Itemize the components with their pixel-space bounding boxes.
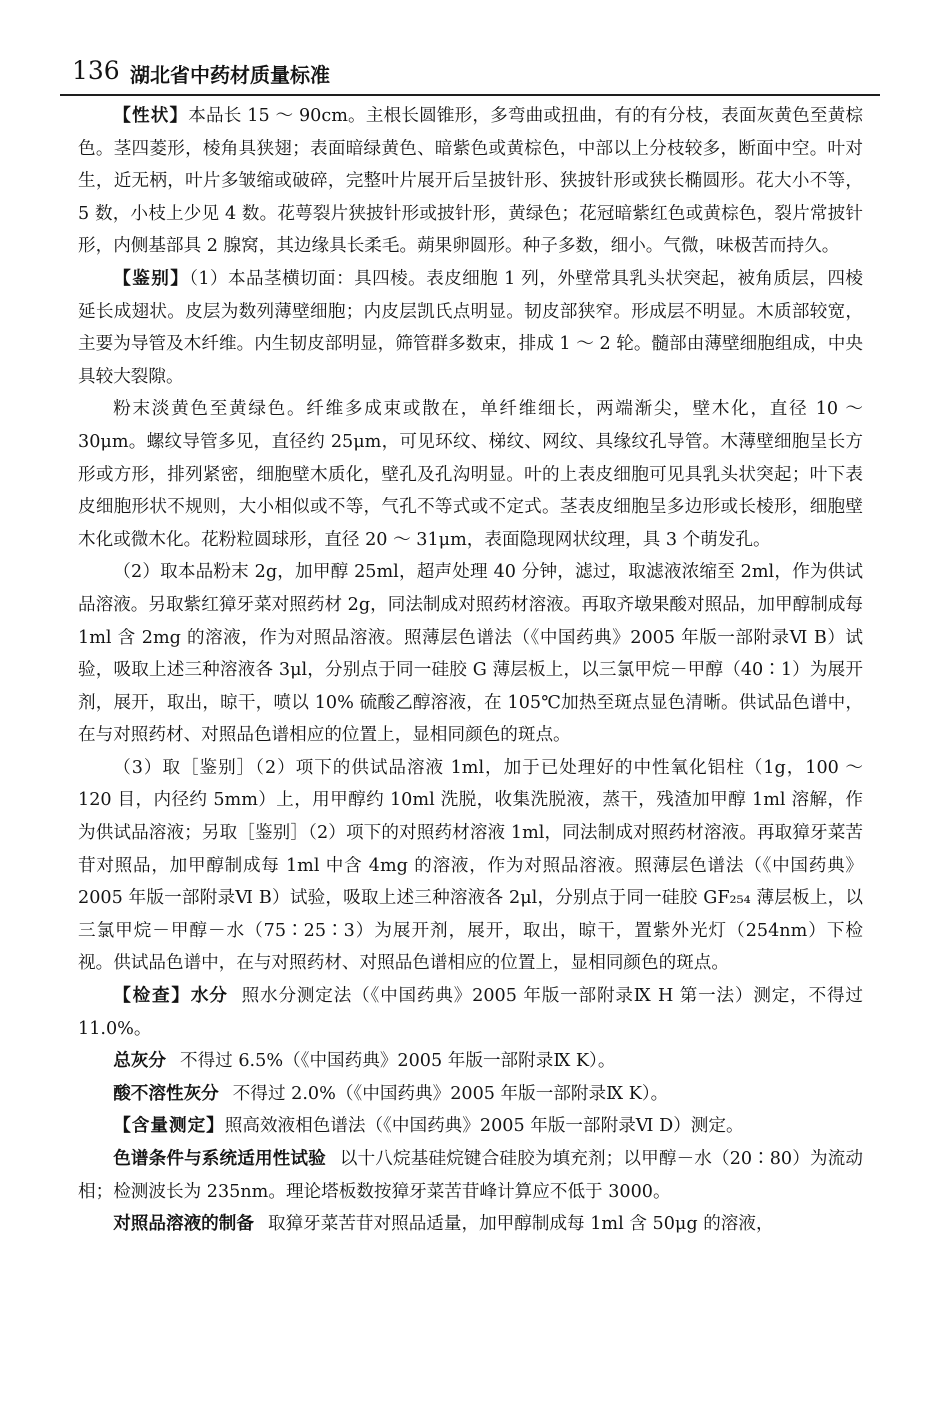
paragraph-total-ash: [78, 1045, 863, 1078]
paragraph-identification-2: [78, 556, 863, 752]
item-label: 总灰分: [113, 1051, 166, 1072]
paragraph-text: 不得过 6.5%（《中国药典》2005 年版一部附录Ⅸ K）。: [179, 1051, 616, 1072]
body-text: [78, 100, 863, 1241]
paragraph-text: 照高效液相色谱法（《中国药典》2005 年版一部附录Ⅵ D）测定。: [224, 1116, 744, 1137]
paragraph-text: （2）取本品粉末 2g，加甲醇 25ml，超声处理 40 分钟，滤过，取滤液浓缩至 2ml，作为供试品溶液。另取紫红獐牙菜对照药材 2g，同法制成对照药材溶液。再取齐墩果酸对照品，加甲醇制成每 1ml 含 2mg 的溶液，作为对照品溶液。照薄层色谱法（《中国药典》2005 年版一部附录Ⅵ B）试验，吸取上述三种溶液各 3μl，分别点于同一硅胶 G 薄层板上，以三氯甲烷－甲醇（40∶1）为展开剂，展开，取出，晾干，喷以 10% 硫酸乙醇溶液，在 105℃加热至斑点显色清晰。供试品色谱中，在与对照药材、对照品色谱相应的位置上，显相同颜色的斑点。: [78, 562, 863, 746]
section-tag: 【性状】: [113, 106, 189, 126]
paragraph-properties: [78, 100, 863, 263]
section-tag: 【含量测定】: [113, 1116, 225, 1137]
paragraph-text: 不得过 2.0%（《中国药典》2005 年版一部附录Ⅸ K）。: [232, 1083, 669, 1104]
paragraph-text: （1）本品茎横切面：具四棱。表皮细胞 1 列，外壁常具乳头状突起，被角质层，四棱延长成翅状。皮层为数列薄壁细胞；内皮层凯氏点明显。韧皮部狭窄。形成层不明显。木质部较宽，主要为导管及木纤维。内生韧皮部明显，筛管群多数束，排成 1 ～ 2 轮。髓部由薄壁细胞组成，中央具较大裂隙。: [78, 268, 863, 387]
paragraph-chromatographic-conditions: [78, 1143, 863, 1208]
paragraph-moisture: [78, 980, 863, 1045]
paragraph-text: 以十八烷基硅烷键合硅胶为填充剂；以甲醇－水（20∶80）为流动相；检测波长为 235nm。理论塔板数按獐牙菜苦苷峰计算应不低于 3000。: [78, 1149, 863, 1202]
paragraph-assay: [78, 1110, 863, 1143]
item-label: 水分: [190, 986, 228, 1007]
paragraph-identification-1: [78, 263, 863, 393]
running-header: [60, 50, 880, 96]
paragraph-identification-3: [78, 752, 863, 980]
paragraph-text: 粉末淡黄色至黄绿色。纤维多成束或散在，单纤维细长，两端渐尖，壁木化，直径 10 ～ 30μm。螺纹导管多见，直径约 25μm，可见环纹、梯纹、网纹、具缘纹孔导管。木薄壁细胞呈长方形或方形，排列紧密，细胞壁木质化，壁孔及孔沟明显。叶的上表皮细胞可见具乳头状突起；叶下表皮细胞形状不规则，大小相似或不等，气孔不等式或不定式。茎表皮细胞呈多边形或长棱形，细胞壁木化或微木化。花粉粒圆球形，直径 20 ～ 31μm，表面隐现网状纹理，具 3 个萌发孔。: [78, 399, 863, 550]
book-title: 湖北省中药材质量标准: [130, 63, 330, 87]
section-tag: 【检查】: [113, 986, 191, 1007]
section-tag: 【鉴别】: [113, 268, 190, 289]
item-label: 色谱条件与系统适用性试验: [113, 1149, 326, 1169]
paragraph-text: （3）取［鉴别］（2）项下的供试品溶液 1ml，加于已处理好的中性氧化铝柱（1g，100 ～ 120 目，内径约 5mm）上，用甲醇约 10ml 洗脱，收集洗脱液，蒸干，残渣加甲醇 1ml 溶解，作为供试品溶液；另取［鉴别］（2）项下的对照药材溶液 1ml，同法制成对照药材溶液。再取獐牙菜苦苷对照品，加甲醇制成每 1ml 中含 4mg 的溶液，作为对照品溶液。照薄层色谱法（《中国药典》2005 年版一部附录Ⅵ B）试验，吸取上述三种溶液各 2μl，分别点于同一硅胶 GF₂₅₄ 薄层板上，以三氯甲烷－甲醇－水（75∶25∶3）为展开剂，展开，取出，晾干，置紫外光灯（254nm）下检视。供试品色谱中，在与对照药材、对照品色谱相应的位置上，显相同颜色的斑点。: [78, 757, 863, 974]
paragraph-text: 照水分测定法（《中国药典》2005 年版一部附录Ⅸ H 第一法）测定，不得过 11.0%。: [78, 986, 863, 1039]
paragraph-text: 取獐牙菜苦苷对照品适量，加甲醇制成每 1ml 含 50μg 的溶液，: [267, 1214, 774, 1235]
paragraph-text: 本品长 15 ～ 90cm。主根长圆锥形，多弯曲或扭曲，有的有分枝，表面灰黄色至黄棕色。茎四菱形，棱角具狭翅；表面暗绿黄色、暗紫色或黄棕色，中部以上分枝较多，断面中空。叶对生，近无柄，叶片多皱缩或破碎，完整叶片展开后呈披针形、狭披针形或狭长椭圆形。花大小不等，5 数，小枝上少见 4 数。花萼裂片狭披针形或披针形，黄绿色；花冠暗紫红色或黄棕色，裂片常披针形，内侧基部具 2 腺窝，其边缘具长柔毛。蒴果卵圆形。种子多数，细小。气微，味极苦而持久。: [78, 106, 863, 257]
paragraph-reference-solution: [78, 1208, 863, 1241]
paragraph-powder: [78, 393, 863, 556]
paragraph-acid-insoluble-ash: [78, 1078, 863, 1111]
page-number: 136: [72, 56, 120, 85]
item-label: 酸不溶性灰分: [113, 1083, 219, 1104]
item-label: 对照品溶液的制备: [113, 1214, 254, 1235]
